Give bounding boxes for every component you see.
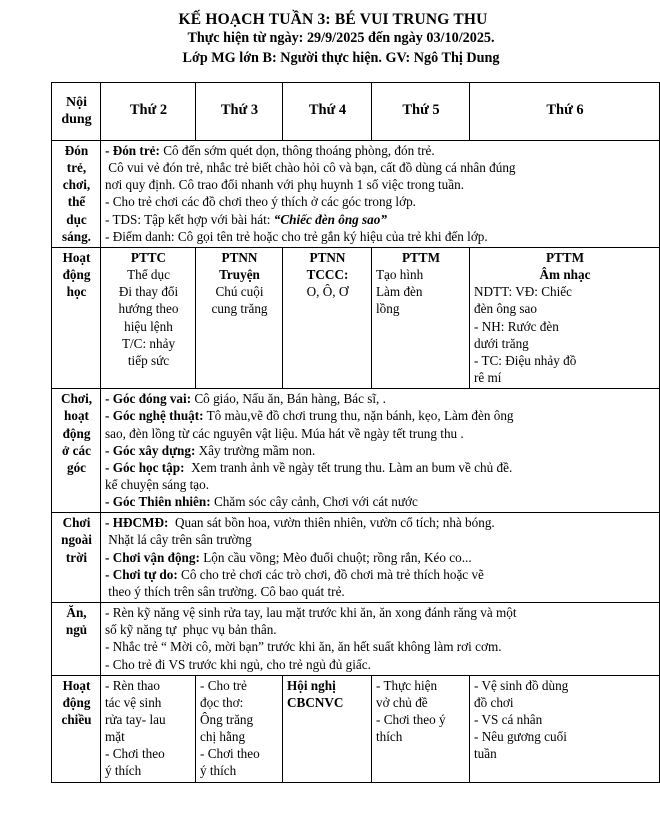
afternoon-detail-line: đồ chơi bbox=[474, 694, 514, 710]
afternoon-detail-line: mặt bbox=[105, 729, 125, 745]
document-header bbox=[0, 0, 660, 69]
row-label-study: Hoạt động học bbox=[52, 247, 101, 388]
table-row-corners bbox=[52, 389, 660, 513]
subject-detail-line: Tạo hình bbox=[376, 267, 424, 283]
subject-detail-line: tiếp sức bbox=[127, 352, 170, 368]
content-line: - Góc học tập: Xem tranh ảnh về ngày tết trung thu. Làm an bum về chủ đề. bbox=[105, 459, 513, 475]
afternoon-detail-line: - Thực hiện bbox=[376, 677, 438, 693]
table-row-study bbox=[52, 247, 660, 388]
study-cell-thu-2 bbox=[101, 247, 196, 388]
afternoon-detail-line: ý thích bbox=[200, 763, 237, 779]
row-content-corners bbox=[101, 389, 660, 513]
afternoon-cell-thu-2 bbox=[101, 675, 196, 782]
subject-detail-line: đèn ông sao bbox=[474, 301, 537, 317]
subject-heading: PTTM bbox=[401, 249, 441, 265]
subject-detail-line: O, Ô, Ơ bbox=[306, 284, 349, 300]
table-row-outdoor bbox=[52, 513, 660, 603]
subject-detail-line: hiệu lệnh bbox=[124, 318, 173, 334]
study-cell-thu-4 bbox=[283, 247, 372, 388]
content-line: - Góc đóng vai: Cô giáo, Nấu ăn, Bán hàng, Bác sĩ, . bbox=[105, 391, 386, 407]
content-line: - Rèn kỹ năng vệ sinh rửa tay, lau mặt trước khi ăn, ăn xong đánh răng và một bbox=[105, 605, 517, 621]
subject-detail-line: T/C: nhảy bbox=[121, 335, 176, 351]
subject-detail-line: rê mí bbox=[474, 370, 502, 386]
afternoon-cell-thu-5 bbox=[372, 675, 470, 782]
afternoon-detail-line: - Vệ sinh đồ dùng bbox=[474, 677, 569, 693]
table-header-row bbox=[52, 83, 660, 141]
column-header-thu-4: Thứ 4 bbox=[283, 83, 372, 141]
content-line: kể chuyện sáng tạo. bbox=[105, 476, 209, 492]
content-line: - TDS: Tập kết hợp với bài hát: “Chiếc đèn ông sao” bbox=[105, 211, 387, 227]
class-teacher-subtitle: Lớp MG lớn B: Người thực hiện. GV: Ngô Thị Dung bbox=[182, 50, 500, 67]
subject-heading: PTTC bbox=[130, 249, 167, 265]
study-cell-thu-3 bbox=[196, 247, 283, 388]
afternoon-detail-line: - Chơi theo bbox=[105, 746, 165, 762]
content-line: Cô vui vẻ đón trẻ, nhắc trẻ biết chào hỏi cô và bạn, cất đồ dùng cá nhân đúng bbox=[105, 160, 516, 176]
afternoon-detail-line: tuần bbox=[474, 746, 497, 762]
subject-detail-line: cung trăng bbox=[211, 301, 268, 317]
subject-detail-line: - TC: Điệu nhảy đồ bbox=[474, 352, 577, 368]
subject-detail-line: Làm đèn bbox=[376, 284, 423, 300]
subject-heading: PTNN bbox=[309, 249, 346, 265]
subject-detail-line: NDTT: VĐ: Chiếc bbox=[474, 284, 572, 300]
subject-heading: PTTM bbox=[545, 249, 585, 265]
content-line: - Chơi tự do: Cô cho trẻ chơi các trò chơi, đồ chơi mà trẻ thích hoặc vẽ bbox=[105, 566, 484, 582]
row-content-arrival bbox=[101, 141, 660, 248]
content-line: - Góc Thiên nhiên: Chăm sóc cây cảnh, Chơi với cát nước bbox=[105, 494, 418, 510]
content-line: Nhặt lá cây trên sân trường bbox=[105, 532, 252, 548]
afternoon-detail-line: - Cho trẻ bbox=[200, 677, 247, 693]
afternoon-detail-line: - Chơi theo ý bbox=[376, 712, 446, 727]
row-label-meal: Ăn, ngủ bbox=[52, 603, 101, 676]
subject-heading: TCCC: bbox=[306, 267, 349, 283]
column-header-thu-6: Thứ 6 bbox=[470, 83, 660, 141]
afternoon-detail-line: chị hằng bbox=[200, 729, 246, 745]
subject-detail-line: Thể dục bbox=[127, 267, 170, 283]
content-line: - Nhắc trẻ “ Mời cô, mời bạn” trước khi ăn, ăn hết suất không làm rơi cơm. bbox=[105, 639, 502, 655]
subject-detail-line: dưới trăng bbox=[474, 335, 529, 351]
content-line: sao, đèn lồng từ các nguyên vật liệu. Múa hát về ngày tết trung thu . bbox=[105, 425, 464, 441]
content-line: - Cho trẻ chơi các đồ chơi theo ý thích ở các góc trong lớp. bbox=[105, 194, 416, 210]
afternoon-detail-line: rửa tay- lau bbox=[105, 712, 166, 727]
subject-detail-line: Chú cuội bbox=[215, 284, 264, 300]
content-line: - Chơi vận động: Lộn cầu vồng; Mèo đuổi chuột; rồng rắn, Kéo co... bbox=[105, 549, 472, 565]
subject-detail-line: lồng bbox=[376, 301, 400, 317]
page-title: KẾ HOẠCH TUẦN 3: BÉ VUI TRUNG THU bbox=[178, 11, 488, 28]
afternoon-detail-line: đọc thơ: bbox=[200, 694, 244, 710]
row-label-afternoon: Hoạt động chiều bbox=[52, 675, 101, 782]
afternoon-detail-line: - Rèn thao bbox=[105, 677, 160, 693]
table-row-afternoon bbox=[52, 675, 660, 782]
afternoon-cell-thu-3 bbox=[196, 675, 283, 782]
afternoon-detail-line: - Chơi theo bbox=[200, 746, 260, 762]
afternoon-detail-line: Ông trăng bbox=[200, 712, 254, 727]
afternoon-cell-thu-6 bbox=[470, 675, 660, 782]
content-line: - Góc nghệ thuật: Tô màu,vẽ đồ chơi trung thu, nặn bánh, kẹo, Làm đèn ông bbox=[105, 408, 514, 424]
afternoon-detail-line: thích bbox=[376, 729, 403, 745]
row-content-outdoor bbox=[101, 513, 660, 603]
row-label-corners: Chơi, hoạt động ở các góc bbox=[52, 389, 101, 513]
content-line: theo ý thích trên sân trường. Cô bao quát trẻ. bbox=[105, 583, 345, 599]
table-row-meal bbox=[52, 603, 660, 676]
subject-detail-line: - NH: Rước đèn bbox=[474, 318, 559, 334]
study-cell-thu-6 bbox=[470, 247, 660, 388]
subject-heading: PTNN bbox=[221, 249, 258, 265]
row-label-outdoor: Chơi ngoài trời bbox=[52, 513, 101, 603]
afternoon-detail-line: - VS cá nhân bbox=[474, 712, 543, 727]
content-line: - Cho trẻ đi VS trước khi ngủ, cho trẻ ngủ đủ giấc. bbox=[105, 656, 371, 672]
content-line: số kỹ năng tự phục vụ bản thân. bbox=[105, 622, 277, 638]
content-line: - HĐCMĐ: Quan sát bồn hoa, vườn thiên nhiên, vườn cổ tích; nhà bóng. bbox=[105, 515, 495, 531]
column-header-thu-3: Thứ 3 bbox=[196, 83, 283, 141]
afternoon-detail-line: ý thích bbox=[105, 763, 142, 779]
content-line: - Góc xây dựng: Xây trường mầm non. bbox=[105, 442, 316, 458]
afternoon-heading: Hội nghị bbox=[287, 677, 336, 693]
column-header-noi-dung: Nội dung bbox=[52, 83, 101, 141]
afternoon-detail-line: - Nêu gương cuối bbox=[474, 729, 567, 745]
subject-heading: Âm nhạc bbox=[539, 267, 591, 283]
subject-heading: Truyện bbox=[219, 267, 260, 283]
content-line: nơi quy định. Cô trao đổi nhanh với phụ huynh 1 số việc trong tuần. bbox=[105, 177, 464, 193]
afternoon-detail-line: tác vệ sinh bbox=[105, 694, 162, 710]
subject-detail-line: hướng theo bbox=[118, 301, 179, 317]
subject-detail-line: Đi thay đổi bbox=[118, 284, 179, 300]
afternoon-heading: CBCNVC bbox=[287, 694, 344, 710]
content-line: - Điểm danh: Cô gọi tên trẻ hoặc cho trẻ gắn ký hiệu của trẻ khi đến lớp. bbox=[105, 228, 488, 244]
table-row-arrival bbox=[52, 141, 660, 248]
column-header-thu-5: Thứ 5 bbox=[372, 83, 470, 141]
column-header-thu-2: Thứ 2 bbox=[101, 83, 196, 141]
study-cell-thu-5 bbox=[372, 247, 470, 388]
afternoon-cell-thu-4 bbox=[283, 675, 372, 782]
row-label-arrival: Đón trẻ, chơi, thể dục sáng. bbox=[52, 141, 101, 248]
row-content-meal bbox=[101, 603, 660, 676]
weekly-plan-table bbox=[51, 82, 660, 783]
afternoon-detail-line: vở chủ đề bbox=[376, 694, 428, 710]
date-range-subtitle: Thực hiện từ ngày: 29/9/2025 đến ngày 03/10/2025. bbox=[187, 30, 495, 47]
content-line: - Đón trẻ: Cô đến sớm quét dọn, thông thoáng phòng, đón trẻ. bbox=[105, 143, 435, 158]
